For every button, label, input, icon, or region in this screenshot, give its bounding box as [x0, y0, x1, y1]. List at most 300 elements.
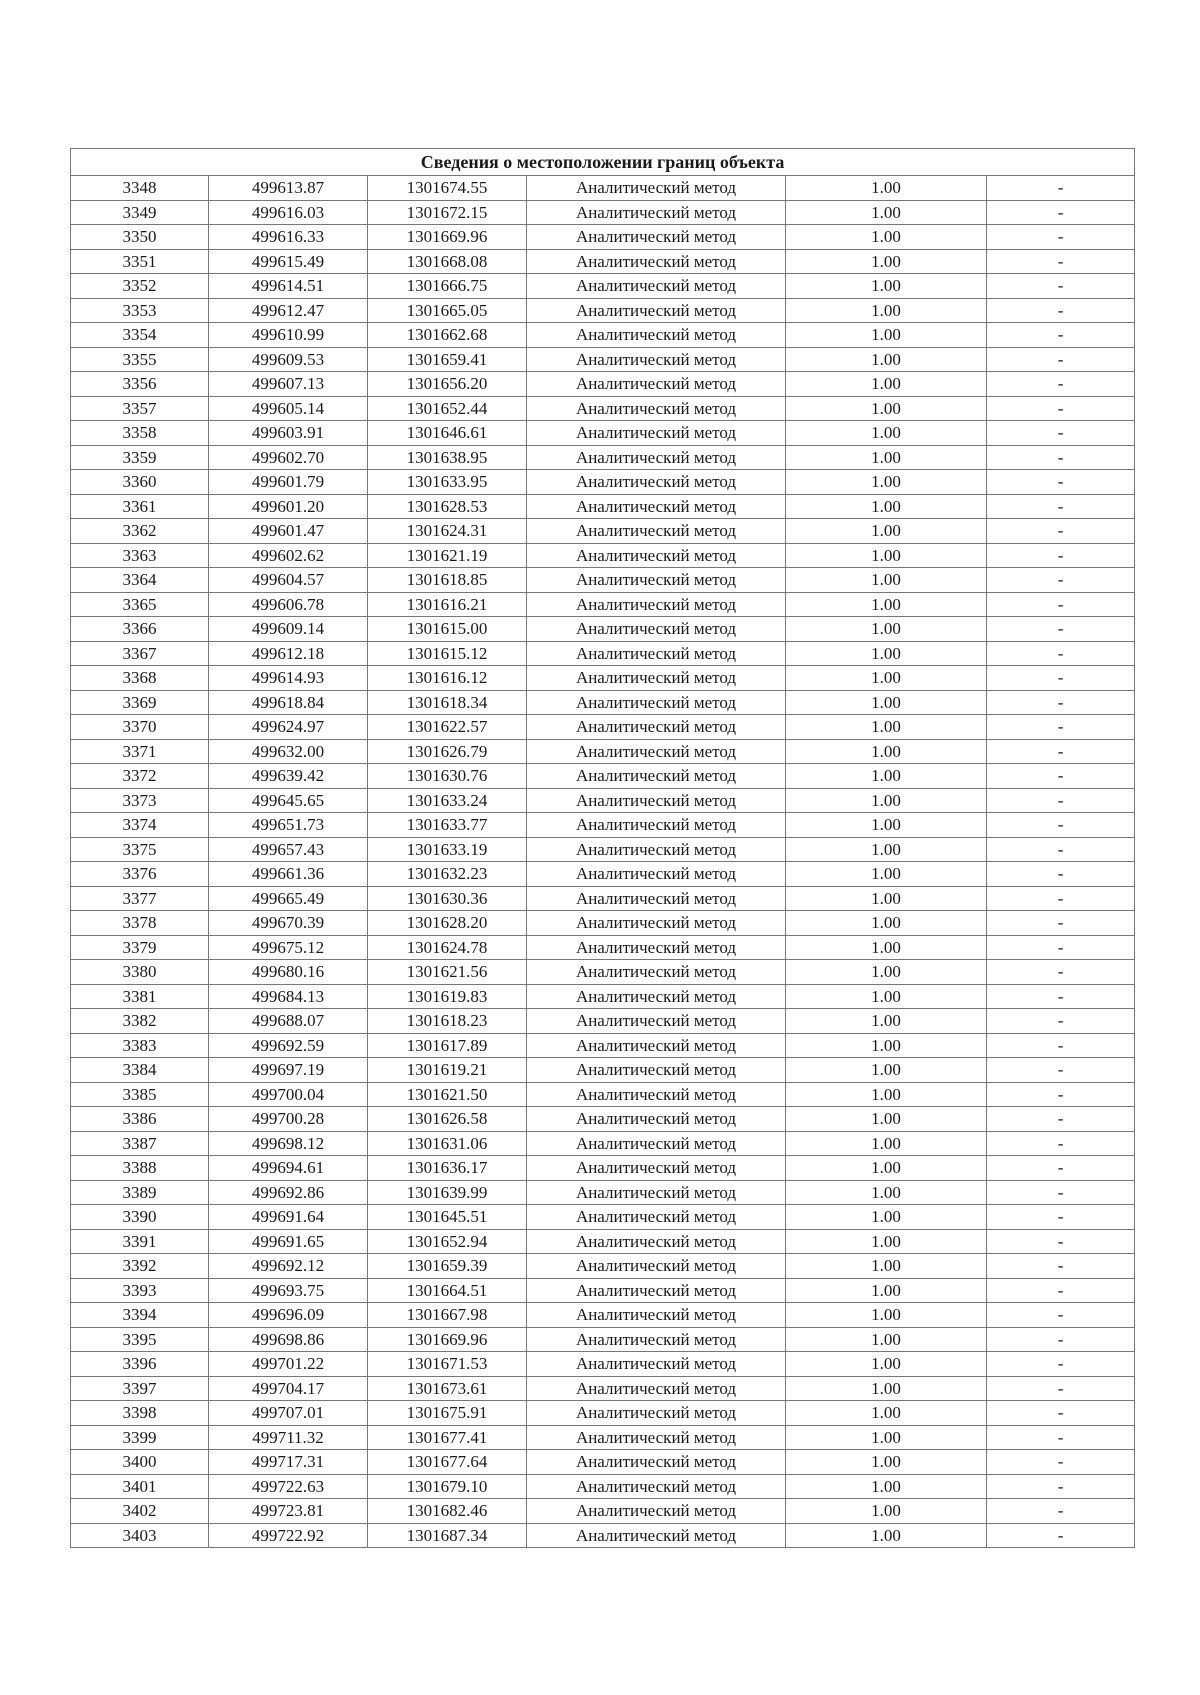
y-coordinate-cell: 1301630.76 — [368, 764, 527, 789]
table-row — [71, 445, 1135, 470]
table-row — [71, 788, 1135, 813]
x-coordinate-cell: 499610.99 — [209, 323, 368, 348]
table-row — [71, 739, 1135, 764]
x-coordinate-cell: 499613.87 — [209, 176, 368, 201]
x-coordinate-cell: 499675.12 — [209, 935, 368, 960]
table-row — [71, 1254, 1135, 1279]
method-cell: Аналитический метод — [527, 176, 786, 201]
method-cell: Аналитический метод — [527, 1156, 786, 1181]
point-number-cell: 3397 — [71, 1376, 209, 1401]
description-cell: - — [987, 1033, 1135, 1058]
method-cell: Аналитический метод — [527, 372, 786, 397]
x-coordinate-cell: 499692.59 — [209, 1033, 368, 1058]
x-coordinate-cell: 499651.73 — [209, 813, 368, 838]
method-cell: Аналитический метод — [527, 935, 786, 960]
method-cell: Аналитический метод — [527, 298, 786, 323]
y-coordinate-cell: 1301674.55 — [368, 176, 527, 201]
x-coordinate-cell: 499670.39 — [209, 911, 368, 936]
table-row — [71, 935, 1135, 960]
x-coordinate-cell: 499604.57 — [209, 568, 368, 593]
x-coordinate-cell: 499698.86 — [209, 1327, 368, 1352]
method-cell: Аналитический метод — [527, 1474, 786, 1499]
y-coordinate-cell: 1301621.56 — [368, 960, 527, 985]
table-row — [71, 1278, 1135, 1303]
method-cell: Аналитический метод — [527, 911, 786, 936]
y-coordinate-cell: 1301677.64 — [368, 1450, 527, 1475]
description-cell: - — [987, 519, 1135, 544]
y-coordinate-cell: 1301618.23 — [368, 1009, 527, 1034]
description-cell: - — [987, 298, 1135, 323]
x-coordinate-cell: 499639.42 — [209, 764, 368, 789]
table-row — [71, 715, 1135, 740]
method-cell: Аналитический метод — [527, 200, 786, 225]
description-cell: - — [987, 1254, 1135, 1279]
y-coordinate-cell: 1301624.78 — [368, 935, 527, 960]
table-row — [71, 1303, 1135, 1328]
y-coordinate-cell: 1301669.96 — [368, 1327, 527, 1352]
y-coordinate-cell: 1301630.36 — [368, 886, 527, 911]
table-row — [71, 274, 1135, 299]
y-coordinate-cell: 1301687.34 — [368, 1523, 527, 1548]
table-row — [71, 1082, 1135, 1107]
x-coordinate-cell: 499616.33 — [209, 225, 368, 250]
table-row — [71, 1107, 1135, 1132]
accuracy-cell: 1.00 — [786, 543, 987, 568]
point-number-cell: 3354 — [71, 323, 209, 348]
description-cell: - — [987, 1425, 1135, 1450]
description-cell: - — [987, 470, 1135, 495]
accuracy-cell: 1.00 — [786, 641, 987, 666]
table-row — [71, 298, 1135, 323]
x-coordinate-cell: 499692.86 — [209, 1180, 368, 1205]
description-cell: - — [987, 1278, 1135, 1303]
point-number-cell: 3363 — [71, 543, 209, 568]
point-number-cell: 3403 — [71, 1523, 209, 1548]
method-cell: Аналитический метод — [527, 568, 786, 593]
x-coordinate-cell: 499614.51 — [209, 274, 368, 299]
table-title: Сведения о местоположении границ объекта — [71, 149, 1135, 176]
description-cell: - — [987, 1205, 1135, 1230]
description-cell: - — [987, 347, 1135, 372]
x-coordinate-cell: 499698.12 — [209, 1131, 368, 1156]
table-row — [71, 1205, 1135, 1230]
method-cell: Аналитический метод — [527, 592, 786, 617]
y-coordinate-cell: 1301645.51 — [368, 1205, 527, 1230]
y-coordinate-cell: 1301631.06 — [368, 1131, 527, 1156]
table-row — [71, 372, 1135, 397]
y-coordinate-cell: 1301668.08 — [368, 249, 527, 274]
table-row — [71, 886, 1135, 911]
point-number-cell: 3362 — [71, 519, 209, 544]
point-number-cell: 3356 — [71, 372, 209, 397]
point-number-cell: 3355 — [71, 347, 209, 372]
point-number-cell: 3377 — [71, 886, 209, 911]
accuracy-cell: 1.00 — [786, 274, 987, 299]
method-cell: Аналитический метод — [527, 1401, 786, 1426]
description-cell: - — [987, 960, 1135, 985]
y-coordinate-cell: 1301633.24 — [368, 788, 527, 813]
accuracy-cell: 1.00 — [786, 1474, 987, 1499]
y-coordinate-cell: 1301622.57 — [368, 715, 527, 740]
method-cell: Аналитический метод — [527, 1303, 786, 1328]
method-cell: Аналитический метод — [527, 1131, 786, 1156]
description-cell: - — [987, 1180, 1135, 1205]
method-cell: Аналитический метод — [527, 421, 786, 446]
accuracy-cell: 1.00 — [786, 764, 987, 789]
point-number-cell: 3391 — [71, 1229, 209, 1254]
accuracy-cell: 1.00 — [786, 1327, 987, 1352]
method-cell: Аналитический метод — [527, 1033, 786, 1058]
description-cell: - — [987, 1499, 1135, 1524]
point-number-cell: 3370 — [71, 715, 209, 740]
description-cell: - — [987, 1107, 1135, 1132]
y-coordinate-cell: 1301633.19 — [368, 837, 527, 862]
table-row — [71, 690, 1135, 715]
boundary-points-table — [70, 148, 1135, 1548]
method-cell: Аналитический метод — [527, 1327, 786, 1352]
description-cell: - — [987, 886, 1135, 911]
table-body — [71, 176, 1135, 1548]
table-row — [71, 764, 1135, 789]
description-cell: - — [987, 739, 1135, 764]
table-row — [71, 1229, 1135, 1254]
accuracy-cell: 1.00 — [786, 494, 987, 519]
description-cell: - — [987, 494, 1135, 519]
x-coordinate-cell: 499606.78 — [209, 592, 368, 617]
method-cell: Аналитический метод — [527, 960, 786, 985]
y-coordinate-cell: 1301679.10 — [368, 1474, 527, 1499]
accuracy-cell: 1.00 — [786, 592, 987, 617]
y-coordinate-cell: 1301618.85 — [368, 568, 527, 593]
y-coordinate-cell: 1301652.44 — [368, 396, 527, 421]
table-row — [71, 641, 1135, 666]
description-cell: - — [987, 592, 1135, 617]
table-row — [71, 1180, 1135, 1205]
x-coordinate-cell: 499614.93 — [209, 666, 368, 691]
description-cell: - — [987, 1401, 1135, 1426]
method-cell: Аналитический метод — [527, 494, 786, 519]
point-number-cell: 3392 — [71, 1254, 209, 1279]
y-coordinate-cell: 1301616.12 — [368, 666, 527, 691]
point-number-cell: 3401 — [71, 1474, 209, 1499]
point-number-cell: 3386 — [71, 1107, 209, 1132]
method-cell: Аналитический метод — [527, 1082, 786, 1107]
x-coordinate-cell: 499632.00 — [209, 739, 368, 764]
description-cell: - — [987, 837, 1135, 862]
method-cell: Аналитический метод — [527, 1058, 786, 1083]
y-coordinate-cell: 1301628.53 — [368, 494, 527, 519]
accuracy-cell: 1.00 — [786, 298, 987, 323]
y-coordinate-cell: 1301633.77 — [368, 813, 527, 838]
x-coordinate-cell: 499711.32 — [209, 1425, 368, 1450]
point-number-cell: 3366 — [71, 617, 209, 642]
method-cell: Аналитический метод — [527, 641, 786, 666]
y-coordinate-cell: 1301616.21 — [368, 592, 527, 617]
point-number-cell: 3382 — [71, 1009, 209, 1034]
method-cell: Аналитический метод — [527, 1523, 786, 1548]
point-number-cell: 3369 — [71, 690, 209, 715]
table-row — [71, 813, 1135, 838]
accuracy-cell: 1.00 — [786, 1205, 987, 1230]
x-coordinate-cell: 499688.07 — [209, 1009, 368, 1034]
point-number-cell: 3365 — [71, 592, 209, 617]
y-coordinate-cell: 1301632.23 — [368, 862, 527, 887]
accuracy-cell: 1.00 — [786, 837, 987, 862]
table-row — [71, 1352, 1135, 1377]
description-cell: - — [987, 1229, 1135, 1254]
x-coordinate-cell: 499665.49 — [209, 886, 368, 911]
point-number-cell: 3396 — [71, 1352, 209, 1377]
point-number-cell: 3389 — [71, 1180, 209, 1205]
description-cell: - — [987, 445, 1135, 470]
description-cell: - — [987, 666, 1135, 691]
description-cell: - — [987, 1058, 1135, 1083]
accuracy-cell: 1.00 — [786, 249, 987, 274]
y-coordinate-cell: 1301665.05 — [368, 298, 527, 323]
accuracy-cell: 1.00 — [786, 666, 987, 691]
method-cell: Аналитический метод — [527, 788, 786, 813]
point-number-cell: 3381 — [71, 984, 209, 1009]
accuracy-cell: 1.00 — [786, 396, 987, 421]
y-coordinate-cell: 1301667.98 — [368, 1303, 527, 1328]
point-number-cell: 3402 — [71, 1499, 209, 1524]
description-cell: - — [987, 543, 1135, 568]
table-row — [71, 568, 1135, 593]
x-coordinate-cell: 499609.53 — [209, 347, 368, 372]
table-row — [71, 421, 1135, 446]
table-row — [71, 1376, 1135, 1401]
x-coordinate-cell: 499694.61 — [209, 1156, 368, 1181]
x-coordinate-cell: 499624.97 — [209, 715, 368, 740]
point-number-cell: 3361 — [71, 494, 209, 519]
description-cell: - — [987, 1009, 1135, 1034]
point-number-cell: 3348 — [71, 176, 209, 201]
table-row — [71, 543, 1135, 568]
accuracy-cell: 1.00 — [786, 200, 987, 225]
x-coordinate-cell: 499605.14 — [209, 396, 368, 421]
point-number-cell: 3364 — [71, 568, 209, 593]
accuracy-cell: 1.00 — [786, 1009, 987, 1034]
description-cell: - — [987, 249, 1135, 274]
x-coordinate-cell: 499692.12 — [209, 1254, 368, 1279]
description-cell: - — [987, 396, 1135, 421]
table-row — [71, 494, 1135, 519]
y-coordinate-cell: 1301662.68 — [368, 323, 527, 348]
y-coordinate-cell: 1301656.20 — [368, 372, 527, 397]
x-coordinate-cell: 499616.03 — [209, 200, 368, 225]
method-cell: Аналитический метод — [527, 1352, 786, 1377]
table-row — [71, 323, 1135, 348]
x-coordinate-cell: 499700.28 — [209, 1107, 368, 1132]
table-row — [71, 200, 1135, 225]
description-cell: - — [987, 176, 1135, 201]
x-coordinate-cell: 499603.91 — [209, 421, 368, 446]
description-cell: - — [987, 1303, 1135, 1328]
table-row — [71, 837, 1135, 862]
point-number-cell: 3359 — [71, 445, 209, 470]
method-cell: Аналитический метод — [527, 1180, 786, 1205]
accuracy-cell: 1.00 — [786, 715, 987, 740]
table-row — [71, 470, 1135, 495]
accuracy-cell: 1.00 — [786, 347, 987, 372]
description-cell: - — [987, 1327, 1135, 1352]
table-row — [71, 617, 1135, 642]
point-number-cell: 3385 — [71, 1082, 209, 1107]
method-cell: Аналитический метод — [527, 617, 786, 642]
accuracy-cell: 1.00 — [786, 1352, 987, 1377]
y-coordinate-cell: 1301621.19 — [368, 543, 527, 568]
x-coordinate-cell: 499722.63 — [209, 1474, 368, 1499]
table-title-row — [71, 149, 1135, 176]
method-cell: Аналитический метод — [527, 715, 786, 740]
point-number-cell: 3351 — [71, 249, 209, 274]
table-row — [71, 1033, 1135, 1058]
x-coordinate-cell: 499691.65 — [209, 1229, 368, 1254]
accuracy-cell: 1.00 — [786, 1131, 987, 1156]
method-cell: Аналитический метод — [527, 1107, 786, 1132]
point-number-cell: 3398 — [71, 1401, 209, 1426]
accuracy-cell: 1.00 — [786, 1033, 987, 1058]
point-number-cell: 3379 — [71, 935, 209, 960]
accuracy-cell: 1.00 — [786, 886, 987, 911]
accuracy-cell: 1.00 — [786, 690, 987, 715]
accuracy-cell: 1.00 — [786, 911, 987, 936]
point-number-cell: 3360 — [71, 470, 209, 495]
description-cell: - — [987, 1131, 1135, 1156]
accuracy-cell: 1.00 — [786, 1450, 987, 1475]
method-cell: Аналитический метод — [527, 470, 786, 495]
x-coordinate-cell: 499618.84 — [209, 690, 368, 715]
y-coordinate-cell: 1301624.31 — [368, 519, 527, 544]
point-number-cell: 3383 — [71, 1033, 209, 1058]
method-cell: Аналитический метод — [527, 1499, 786, 1524]
table-row — [71, 1401, 1135, 1426]
description-cell: - — [987, 617, 1135, 642]
table-row — [71, 1523, 1135, 1548]
description-cell: - — [987, 1156, 1135, 1181]
x-coordinate-cell: 499693.75 — [209, 1278, 368, 1303]
accuracy-cell: 1.00 — [786, 1401, 987, 1426]
x-coordinate-cell: 499700.04 — [209, 1082, 368, 1107]
y-coordinate-cell: 1301615.00 — [368, 617, 527, 642]
point-number-cell: 3380 — [71, 960, 209, 985]
accuracy-cell: 1.00 — [786, 1107, 987, 1132]
y-coordinate-cell: 1301619.83 — [368, 984, 527, 1009]
y-coordinate-cell: 1301677.41 — [368, 1425, 527, 1450]
point-number-cell: 3384 — [71, 1058, 209, 1083]
accuracy-cell: 1.00 — [786, 1082, 987, 1107]
description-cell: - — [987, 1450, 1135, 1475]
method-cell: Аналитический метод — [527, 274, 786, 299]
point-number-cell: 3368 — [71, 666, 209, 691]
point-number-cell: 3393 — [71, 1278, 209, 1303]
table-row — [71, 1131, 1135, 1156]
y-coordinate-cell: 1301682.46 — [368, 1499, 527, 1524]
method-cell: Аналитический метод — [527, 1425, 786, 1450]
table-row — [71, 1156, 1135, 1181]
x-coordinate-cell: 499615.49 — [209, 249, 368, 274]
table-row — [71, 1425, 1135, 1450]
point-number-cell: 3375 — [71, 837, 209, 862]
method-cell: Аналитический метод — [527, 347, 786, 372]
method-cell: Аналитический метод — [527, 1009, 786, 1034]
method-cell: Аналитический метод — [527, 225, 786, 250]
description-cell: - — [987, 1352, 1135, 1377]
table-row — [71, 249, 1135, 274]
x-coordinate-cell: 499645.65 — [209, 788, 368, 813]
table-row — [71, 984, 1135, 1009]
x-coordinate-cell: 499722.92 — [209, 1523, 368, 1548]
description-cell: - — [987, 200, 1135, 225]
y-coordinate-cell: 1301615.12 — [368, 641, 527, 666]
description-cell: - — [987, 421, 1135, 446]
y-coordinate-cell: 1301675.91 — [368, 1401, 527, 1426]
accuracy-cell: 1.00 — [786, 1303, 987, 1328]
description-cell: - — [987, 788, 1135, 813]
x-coordinate-cell: 499704.17 — [209, 1376, 368, 1401]
y-coordinate-cell: 1301626.58 — [368, 1107, 527, 1132]
accuracy-cell: 1.00 — [786, 960, 987, 985]
accuracy-cell: 1.00 — [786, 568, 987, 593]
table-row — [71, 225, 1135, 250]
description-cell: - — [987, 323, 1135, 348]
method-cell: Аналитический метод — [527, 739, 786, 764]
x-coordinate-cell: 499607.13 — [209, 372, 368, 397]
x-coordinate-cell: 499601.20 — [209, 494, 368, 519]
method-cell: Аналитический метод — [527, 445, 786, 470]
accuracy-cell: 1.00 — [786, 1254, 987, 1279]
description-cell: - — [987, 764, 1135, 789]
method-cell: Аналитический метод — [527, 519, 786, 544]
point-number-cell: 3374 — [71, 813, 209, 838]
point-number-cell: 3390 — [71, 1205, 209, 1230]
accuracy-cell: 1.00 — [786, 323, 987, 348]
point-number-cell: 3353 — [71, 298, 209, 323]
point-number-cell: 3371 — [71, 739, 209, 764]
y-coordinate-cell: 1301673.61 — [368, 1376, 527, 1401]
description-cell: - — [987, 568, 1135, 593]
y-coordinate-cell: 1301633.95 — [368, 470, 527, 495]
y-coordinate-cell: 1301671.53 — [368, 1352, 527, 1377]
description-cell: - — [987, 1474, 1135, 1499]
point-number-cell: 3378 — [71, 911, 209, 936]
x-coordinate-cell: 499691.64 — [209, 1205, 368, 1230]
point-number-cell: 3400 — [71, 1450, 209, 1475]
point-number-cell: 3373 — [71, 788, 209, 813]
table-row — [71, 519, 1135, 544]
accuracy-cell: 1.00 — [786, 1058, 987, 1083]
x-coordinate-cell: 499717.31 — [209, 1450, 368, 1475]
accuracy-cell: 1.00 — [786, 1523, 987, 1548]
table-row — [71, 176, 1135, 201]
x-coordinate-cell: 499701.22 — [209, 1352, 368, 1377]
y-coordinate-cell: 1301638.95 — [368, 445, 527, 470]
accuracy-cell: 1.00 — [786, 519, 987, 544]
accuracy-cell: 1.00 — [786, 788, 987, 813]
x-coordinate-cell: 499723.81 — [209, 1499, 368, 1524]
accuracy-cell: 1.00 — [786, 1376, 987, 1401]
x-coordinate-cell: 499680.16 — [209, 960, 368, 985]
method-cell: Аналитический метод — [527, 543, 786, 568]
table-row — [71, 911, 1135, 936]
y-coordinate-cell: 1301619.21 — [368, 1058, 527, 1083]
x-coordinate-cell: 499697.19 — [209, 1058, 368, 1083]
y-coordinate-cell: 1301621.50 — [368, 1082, 527, 1107]
description-cell: - — [987, 935, 1135, 960]
point-number-cell: 3367 — [71, 641, 209, 666]
method-cell: Аналитический метод — [527, 666, 786, 691]
point-number-cell: 3388 — [71, 1156, 209, 1181]
